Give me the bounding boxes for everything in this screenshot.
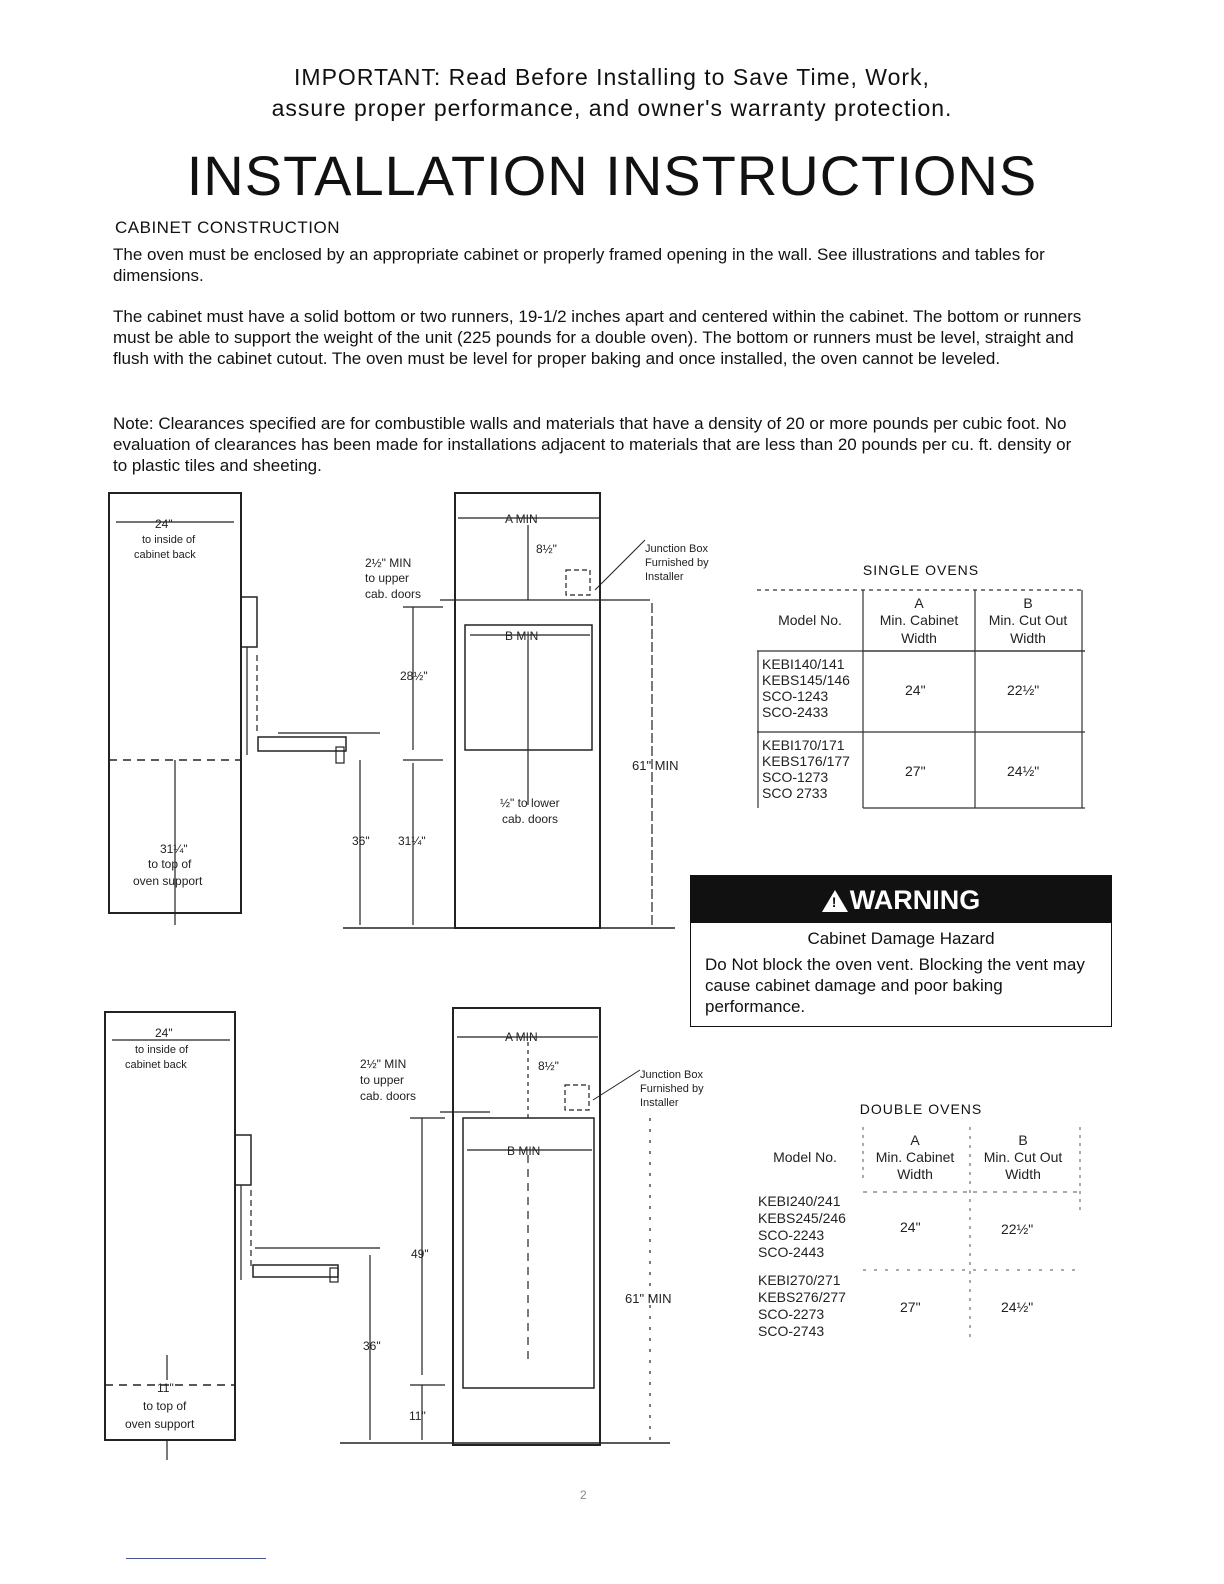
paragraph-note [113, 413, 1088, 476]
table-cell-model: SCO-2443 [758, 1244, 825, 1260]
header-a-sub2: Width [897, 1166, 933, 1182]
paragraph-cabinet-bottom: The cabinet must have a solid bottom or two runners, 19-1/2 inches apart and centered within the cabinet. The bottom or runners must be able to support the weight of the unit (225 pounds for a double oven). The bottom or runners must be level, straight and flush with the cabinet cutout. The oven must be level for proper baking and once installed, the oven cannot be leveled. [113, 307, 1082, 368]
front-cabinet-outline [453, 1008, 600, 1445]
height-31-label: 31¼" [398, 834, 426, 848]
upper-clearance-note2: cab. doors [360, 1089, 417, 1103]
table-cell-model: KEBS145/146 [762, 672, 850, 688]
b-min-label: B MIN [505, 629, 539, 643]
a-min-label: A MIN [505, 512, 538, 526]
table-cell-model: SCO-2433 [762, 704, 829, 720]
height-36-label: 36" [352, 834, 370, 848]
header-b-sub1: Min. Cut Out [983, 1149, 1063, 1165]
support-note2: oven support [125, 1417, 195, 1431]
table-cell-b: 22½" [1007, 682, 1040, 698]
upper-clearance-note1: to upper [360, 1073, 405, 1087]
table-cell-model: KEBS276/277 [758, 1289, 846, 1305]
total-min-label: 61" MIN [632, 758, 679, 773]
header-b: B [1023, 595, 1033, 611]
junction-box-line1: Junction Box [640, 1069, 703, 1081]
a-min-label: A MIN [505, 1030, 538, 1044]
side-width-note2: cabinet back [125, 1059, 187, 1071]
side-cabinet-outline [105, 1012, 235, 1440]
single-table-caption: SINGLE OVENS [862, 562, 980, 578]
table-cell-model: SCO-1243 [762, 688, 829, 704]
warning-heading: WARNING [849, 885, 981, 915]
junction-box-line2: Furnished by [640, 1083, 704, 1095]
warning-header [691, 876, 1111, 923]
table-cell-model: KEBS245/246 [758, 1210, 846, 1226]
table-cell-b: 24½" [1001, 1299, 1034, 1315]
warning-triangle-icon [822, 890, 848, 912]
header-a-sub1: Min. Cabinet [875, 1149, 955, 1165]
warning-body: Do Not block the oven vent. Blocking the vent may cause cabinet damage and poor baking performance. [705, 955, 1085, 1016]
side-width-label: 24" [155, 517, 173, 531]
header-a: A [910, 1132, 920, 1148]
table-cell-model: KEBI170/171 [762, 737, 845, 753]
single-oven-diagram [100, 485, 740, 940]
table-cell-b: 24½" [1007, 763, 1040, 779]
table-cell-b: 22½" [1001, 1221, 1034, 1237]
header-model: Model No. [778, 612, 842, 628]
important-notice-line1: IMPORTANT: Read Before Installing to Save Time, Work, [294, 64, 930, 90]
height-36-label: 36" [363, 1339, 381, 1353]
table-cell-model: SCO-2243 [758, 1227, 825, 1243]
junction-box-line3: Installer [640, 1097, 679, 1109]
footer-rule [126, 1558, 266, 1559]
junction-box-line3: Installer [645, 571, 684, 583]
cutout-height-label: 28½" [400, 669, 428, 683]
lower-clearance-line1: ½" to lower [500, 796, 560, 810]
support-height-label: 31¼" [160, 842, 188, 856]
table-cell-model: SCO 2733 [762, 785, 828, 801]
offset-label: 8½" [538, 1059, 559, 1073]
b-min-label: B MIN [507, 1144, 541, 1158]
total-min-label: 61" MIN [625, 1291, 672, 1306]
table-cell-a: 27" [905, 763, 926, 779]
warning-subheading: Cabinet Damage Hazard [807, 929, 995, 948]
table-cell-model: SCO-1273 [762, 769, 829, 785]
junction-box-line2: Furnished by [645, 557, 709, 569]
header-b: B [1018, 1132, 1028, 1148]
double-ovens-table [755, 1122, 1087, 1357]
table-cell-a: 24" [905, 682, 926, 698]
side-width-label: 24" [155, 1026, 173, 1040]
note-label: Note: [113, 414, 154, 433]
upper-clearance-label: 2½" MIN [360, 1057, 407, 1071]
double-table-caption: DOUBLE OVENS [859, 1101, 983, 1117]
table-cell-model: KEBI270/271 [758, 1272, 841, 1288]
header-b-sub2: Width [1005, 1166, 1041, 1182]
double-oven-diagram [95, 1000, 735, 1470]
support-note1: to top of [148, 857, 192, 871]
note-text: Clearances specified are for combustible walls and materials that have a density of 20 or more pounds per cubic foot. No evaluation of clearances has been made for installations adjacent to materials that are less than 20 pounds per cu. ft. density or to plastic tiles and sheeting. [113, 414, 1072, 475]
header-b-sub2: Width [1010, 630, 1046, 646]
important-notice-line2: assure proper performance, and owner's warranty protection. [271, 95, 953, 121]
support-note1: to top of [143, 1399, 187, 1413]
height-11-label: 11" [409, 1409, 426, 1423]
offset-label: 8½" [536, 542, 557, 556]
header-a-sub2: Width [901, 630, 937, 646]
table-cell-a: 27" [900, 1299, 921, 1315]
header-b-sub1: Min. Cut Out [988, 612, 1068, 628]
section-heading: CABINET CONSTRUCTION [115, 218, 341, 237]
table-cell-a: 24" [900, 1219, 921, 1235]
table-cell-model: KEBI140/141 [762, 656, 845, 672]
support-note2: oven support [133, 874, 203, 888]
junction-box-line1: Junction Box [645, 543, 708, 555]
table-cell-model: SCO-2273 [758, 1306, 825, 1322]
upper-clearance-label: 2½" MIN [365, 556, 412, 570]
table-cell-model: KEBS176/177 [762, 753, 850, 769]
page-title: INSTALLATION INSTRUCTIONS [186, 144, 1038, 207]
header-a: A [914, 595, 924, 611]
page-number: 2 [580, 1488, 587, 1502]
single-ovens-table [755, 585, 1087, 815]
side-width-note1: to inside of [142, 534, 196, 546]
side-width-note1: to inside of [135, 1044, 189, 1056]
table-cell-model: SCO-2743 [758, 1323, 825, 1339]
support-height-label: 11" [157, 1381, 174, 1395]
warning-box [690, 875, 1112, 1027]
header-model: Model No. [773, 1149, 837, 1165]
upper-clearance-note2: cab. doors [365, 587, 422, 601]
table-cell-model: KEBI240/241 [758, 1193, 841, 1209]
cutout-height-label: 49" [411, 1247, 429, 1261]
upper-clearance-note1: to upper [365, 571, 410, 585]
paragraph-enclosure: The oven must be enclosed by an appropriate cabinet or properly framed opening in the wall. See illustrations and tables for dimensions. [113, 245, 1045, 285]
lower-clearance-line2: cab. doors [502, 812, 559, 826]
header-a-sub1: Min. Cabinet [879, 612, 959, 628]
side-width-note2: cabinet back [134, 549, 196, 561]
